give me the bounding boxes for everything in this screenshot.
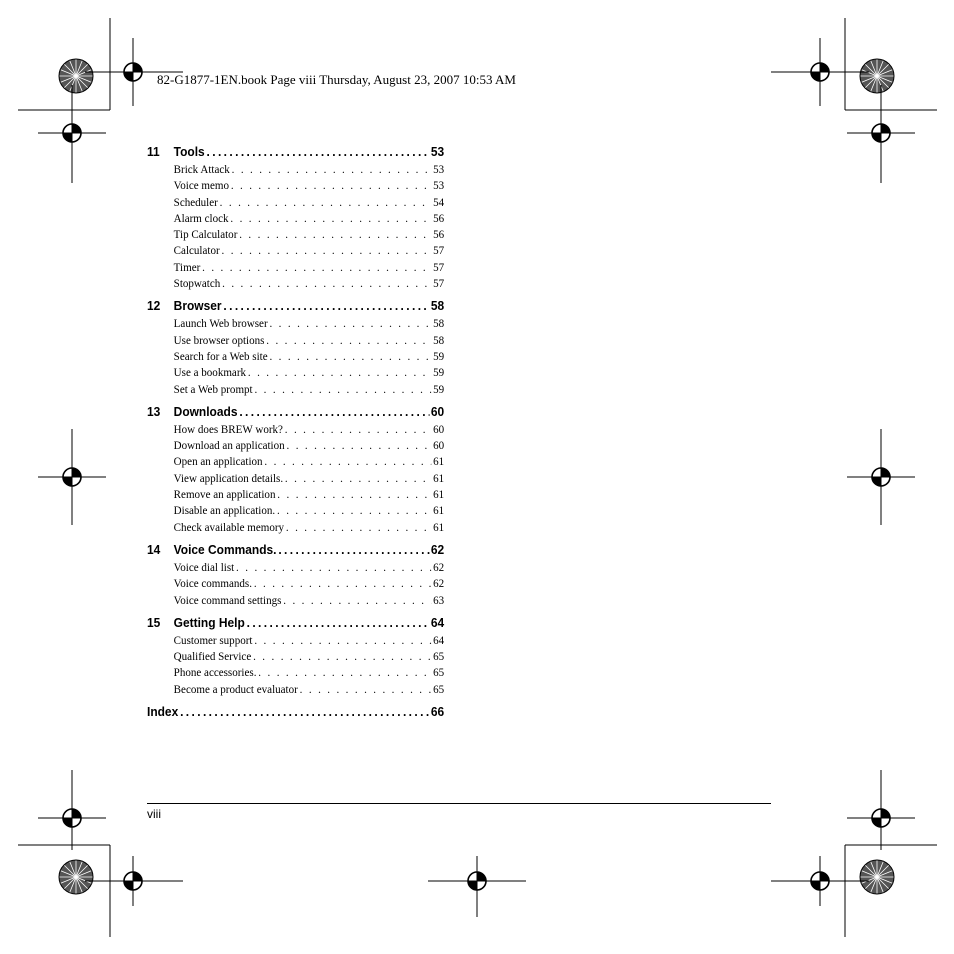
toc-chapter-entry[interactable]: [147, 296, 444, 315]
entry-title: How does BREW work?: [173, 421, 283, 436]
toc-entry[interactable]: [147, 453, 444, 469]
entry-title: Customer support: [173, 632, 253, 647]
dot-leader: [269, 315, 431, 331]
dot-leader: [222, 242, 432, 258]
toc-chapter: [147, 296, 447, 396]
dot-leader: [264, 453, 431, 469]
toc-chapter-entry[interactable]: [147, 613, 444, 632]
page-number: 61: [433, 487, 445, 502]
chapter-title: Downloads: [173, 403, 238, 419]
page-number: 62: [430, 541, 445, 557]
toc-chapter: [147, 613, 447, 697]
entry-title: Download an application: [173, 438, 285, 453]
toc-entry[interactable]: [147, 470, 444, 486]
chapter-number: 14: [147, 541, 161, 557]
dot-leader: [277, 486, 431, 502]
entry-title: Use a bookmark: [173, 365, 247, 380]
toc-entry[interactable]: [147, 648, 444, 664]
entry-title: Stopwatch: [173, 276, 221, 291]
dot-leader: [287, 437, 432, 453]
dot-leader: [278, 540, 429, 559]
entry-title: Check available memory: [173, 519, 285, 534]
toc-entry[interactable]: [147, 664, 444, 680]
entry-title: Calculator: [173, 243, 220, 258]
toc-entry[interactable]: [147, 519, 444, 535]
entry-title: Brick Attack: [173, 162, 230, 176]
dot-leader: [239, 402, 429, 421]
page-number: 61: [433, 470, 445, 485]
toc-entry[interactable]: [147, 194, 444, 210]
entry-title: Voice command settings: [173, 592, 282, 607]
dot-leader: [231, 177, 431, 193]
entry-title: Set a Web prompt: [173, 381, 253, 396]
chapter-title: Voice Commands.: [173, 541, 277, 557]
page-number: 59: [433, 365, 445, 380]
page-number: 66: [430, 704, 445, 720]
dot-leader: [269, 348, 431, 364]
dot-leader: [254, 381, 431, 397]
dot-leader: [220, 194, 432, 210]
chapter-number: 15: [147, 614, 161, 630]
page-number: 63: [433, 592, 445, 607]
toc-entry[interactable]: [147, 275, 444, 291]
entry-title: Voice commands.: [173, 576, 252, 591]
entry-title: Remove an application: [173, 487, 276, 502]
page-number: 61: [433, 519, 445, 534]
page-number: 53: [433, 162, 445, 176]
toc-chapter: [147, 142, 447, 291]
page-number: 59: [433, 381, 445, 396]
page-number: 60: [430, 403, 445, 419]
toc-chapter: [147, 540, 447, 608]
entry-title: Alarm clock: [173, 210, 229, 225]
page-number: 56: [433, 210, 445, 225]
toc-entry[interactable]: [147, 632, 444, 648]
entry-title: Voice dial list: [173, 559, 235, 574]
entry-title: Voice memo: [173, 178, 229, 193]
page-number: 65: [433, 649, 445, 664]
dot-leader: [202, 259, 431, 275]
toc-entry[interactable]: [147, 210, 444, 226]
toc-entry[interactable]: [147, 421, 444, 437]
dot-leader: [285, 421, 431, 437]
dot-leader: [223, 296, 429, 315]
page-number: 56: [433, 227, 445, 242]
page-number: 54: [433, 194, 445, 209]
dot-leader: [247, 613, 429, 632]
chapter-title: Tools: [173, 144, 205, 159]
entry-title: Use browser options: [173, 332, 265, 347]
toc-entry[interactable]: [147, 259, 444, 275]
toc-entry[interactable]: [147, 575, 444, 591]
toc-entry[interactable]: [147, 681, 444, 697]
entry-title: Qualified Service: [173, 649, 252, 664]
dot-leader: [254, 632, 431, 648]
page-number: 62: [433, 559, 445, 574]
toc-entry[interactable]: [147, 226, 444, 242]
chapter-title: Browser: [173, 298, 222, 314]
dot-leader: [253, 648, 431, 664]
page-number: 58: [433, 316, 445, 331]
toc-entry[interactable]: [147, 502, 444, 518]
dot-leader: [230, 210, 431, 226]
page-number: 57: [433, 259, 445, 274]
dot-leader: [266, 332, 431, 348]
toc-chapter-entry[interactable]: [147, 142, 444, 161]
toc-entry[interactable]: [147, 332, 444, 348]
footer-rule: [147, 803, 771, 804]
chapter-number: 13: [147, 403, 161, 419]
dot-leader: [236, 559, 431, 575]
footer-page-number: viii: [147, 807, 161, 821]
page-number: 57: [433, 243, 445, 258]
entry-title: Timer: [173, 259, 201, 274]
entry-title: Tip Calculator: [173, 227, 238, 242]
entry-title: Phone accessories.: [173, 665, 257, 680]
dot-leader: [258, 664, 431, 680]
dot-leader: [248, 364, 431, 380]
entry-title: Scheduler: [173, 194, 218, 209]
page-number: 61: [433, 503, 445, 518]
dot-leader: [285, 470, 431, 486]
dot-leader: [207, 142, 429, 161]
print-header: 82-G1877-1EN.book Page viii Thursday, August 23, 2007 10:53 AM: [157, 72, 516, 87]
entry-title: View application details.: [173, 470, 284, 485]
page-number: 58: [433, 332, 445, 347]
chapter-number: 12: [147, 298, 161, 314]
dot-leader: [286, 519, 431, 535]
dot-leader: [300, 681, 432, 697]
toc-entry[interactable]: [147, 381, 444, 397]
toc-entry[interactable]: [147, 364, 444, 380]
page-number: 58: [430, 298, 445, 314]
dot-leader: [232, 161, 432, 177]
chapter-number: 11: [147, 144, 160, 159]
page-number: 57: [433, 276, 445, 291]
toc-chapter: [147, 402, 447, 535]
toc-entry[interactable]: [147, 161, 444, 177]
dot-leader: [283, 592, 431, 608]
page-number: 53: [430, 144, 445, 159]
toc-entry[interactable]: [147, 315, 444, 331]
page-number: 65: [433, 681, 445, 696]
entry-title: Search for a Web site: [173, 348, 268, 363]
entry-title: Disable an application.: [173, 503, 276, 518]
dot-leader: [239, 226, 431, 242]
page-number: 64: [433, 632, 445, 647]
dot-leader: [180, 702, 429, 721]
entry-title: Open an application: [173, 454, 263, 469]
toc-index-entry[interactable]: [147, 702, 444, 721]
dot-leader: [222, 275, 431, 291]
chapter-title: Getting Help: [173, 614, 245, 630]
page-number: 60: [433, 438, 445, 453]
page-number: 61: [433, 454, 445, 469]
page-number: 60: [433, 421, 445, 436]
toc-entry[interactable]: [147, 437, 444, 453]
toc-chapter-entry[interactable]: [147, 402, 444, 421]
toc-entry[interactable]: [147, 348, 444, 364]
page-number: 62: [433, 576, 445, 591]
page-number: 65: [433, 665, 445, 680]
toc-entry[interactable]: [147, 177, 444, 193]
toc-entry[interactable]: [147, 592, 444, 608]
page-number: 64: [430, 614, 445, 630]
dot-leader: [277, 502, 431, 518]
table-of-contents: [147, 142, 447, 721]
entry-title: Launch Web browser: [173, 316, 268, 331]
entry-title: Become a product evaluator: [173, 681, 298, 696]
dot-leader: [254, 575, 431, 591]
toc-entry[interactable]: [147, 559, 444, 575]
toc-chapter-entry[interactable]: [147, 540, 444, 559]
toc-entry[interactable]: [147, 242, 444, 258]
page-number: 59: [433, 348, 445, 363]
toc-entry[interactable]: [147, 486, 444, 502]
page-number: 53: [433, 178, 445, 193]
index-title: Index: [147, 704, 179, 720]
